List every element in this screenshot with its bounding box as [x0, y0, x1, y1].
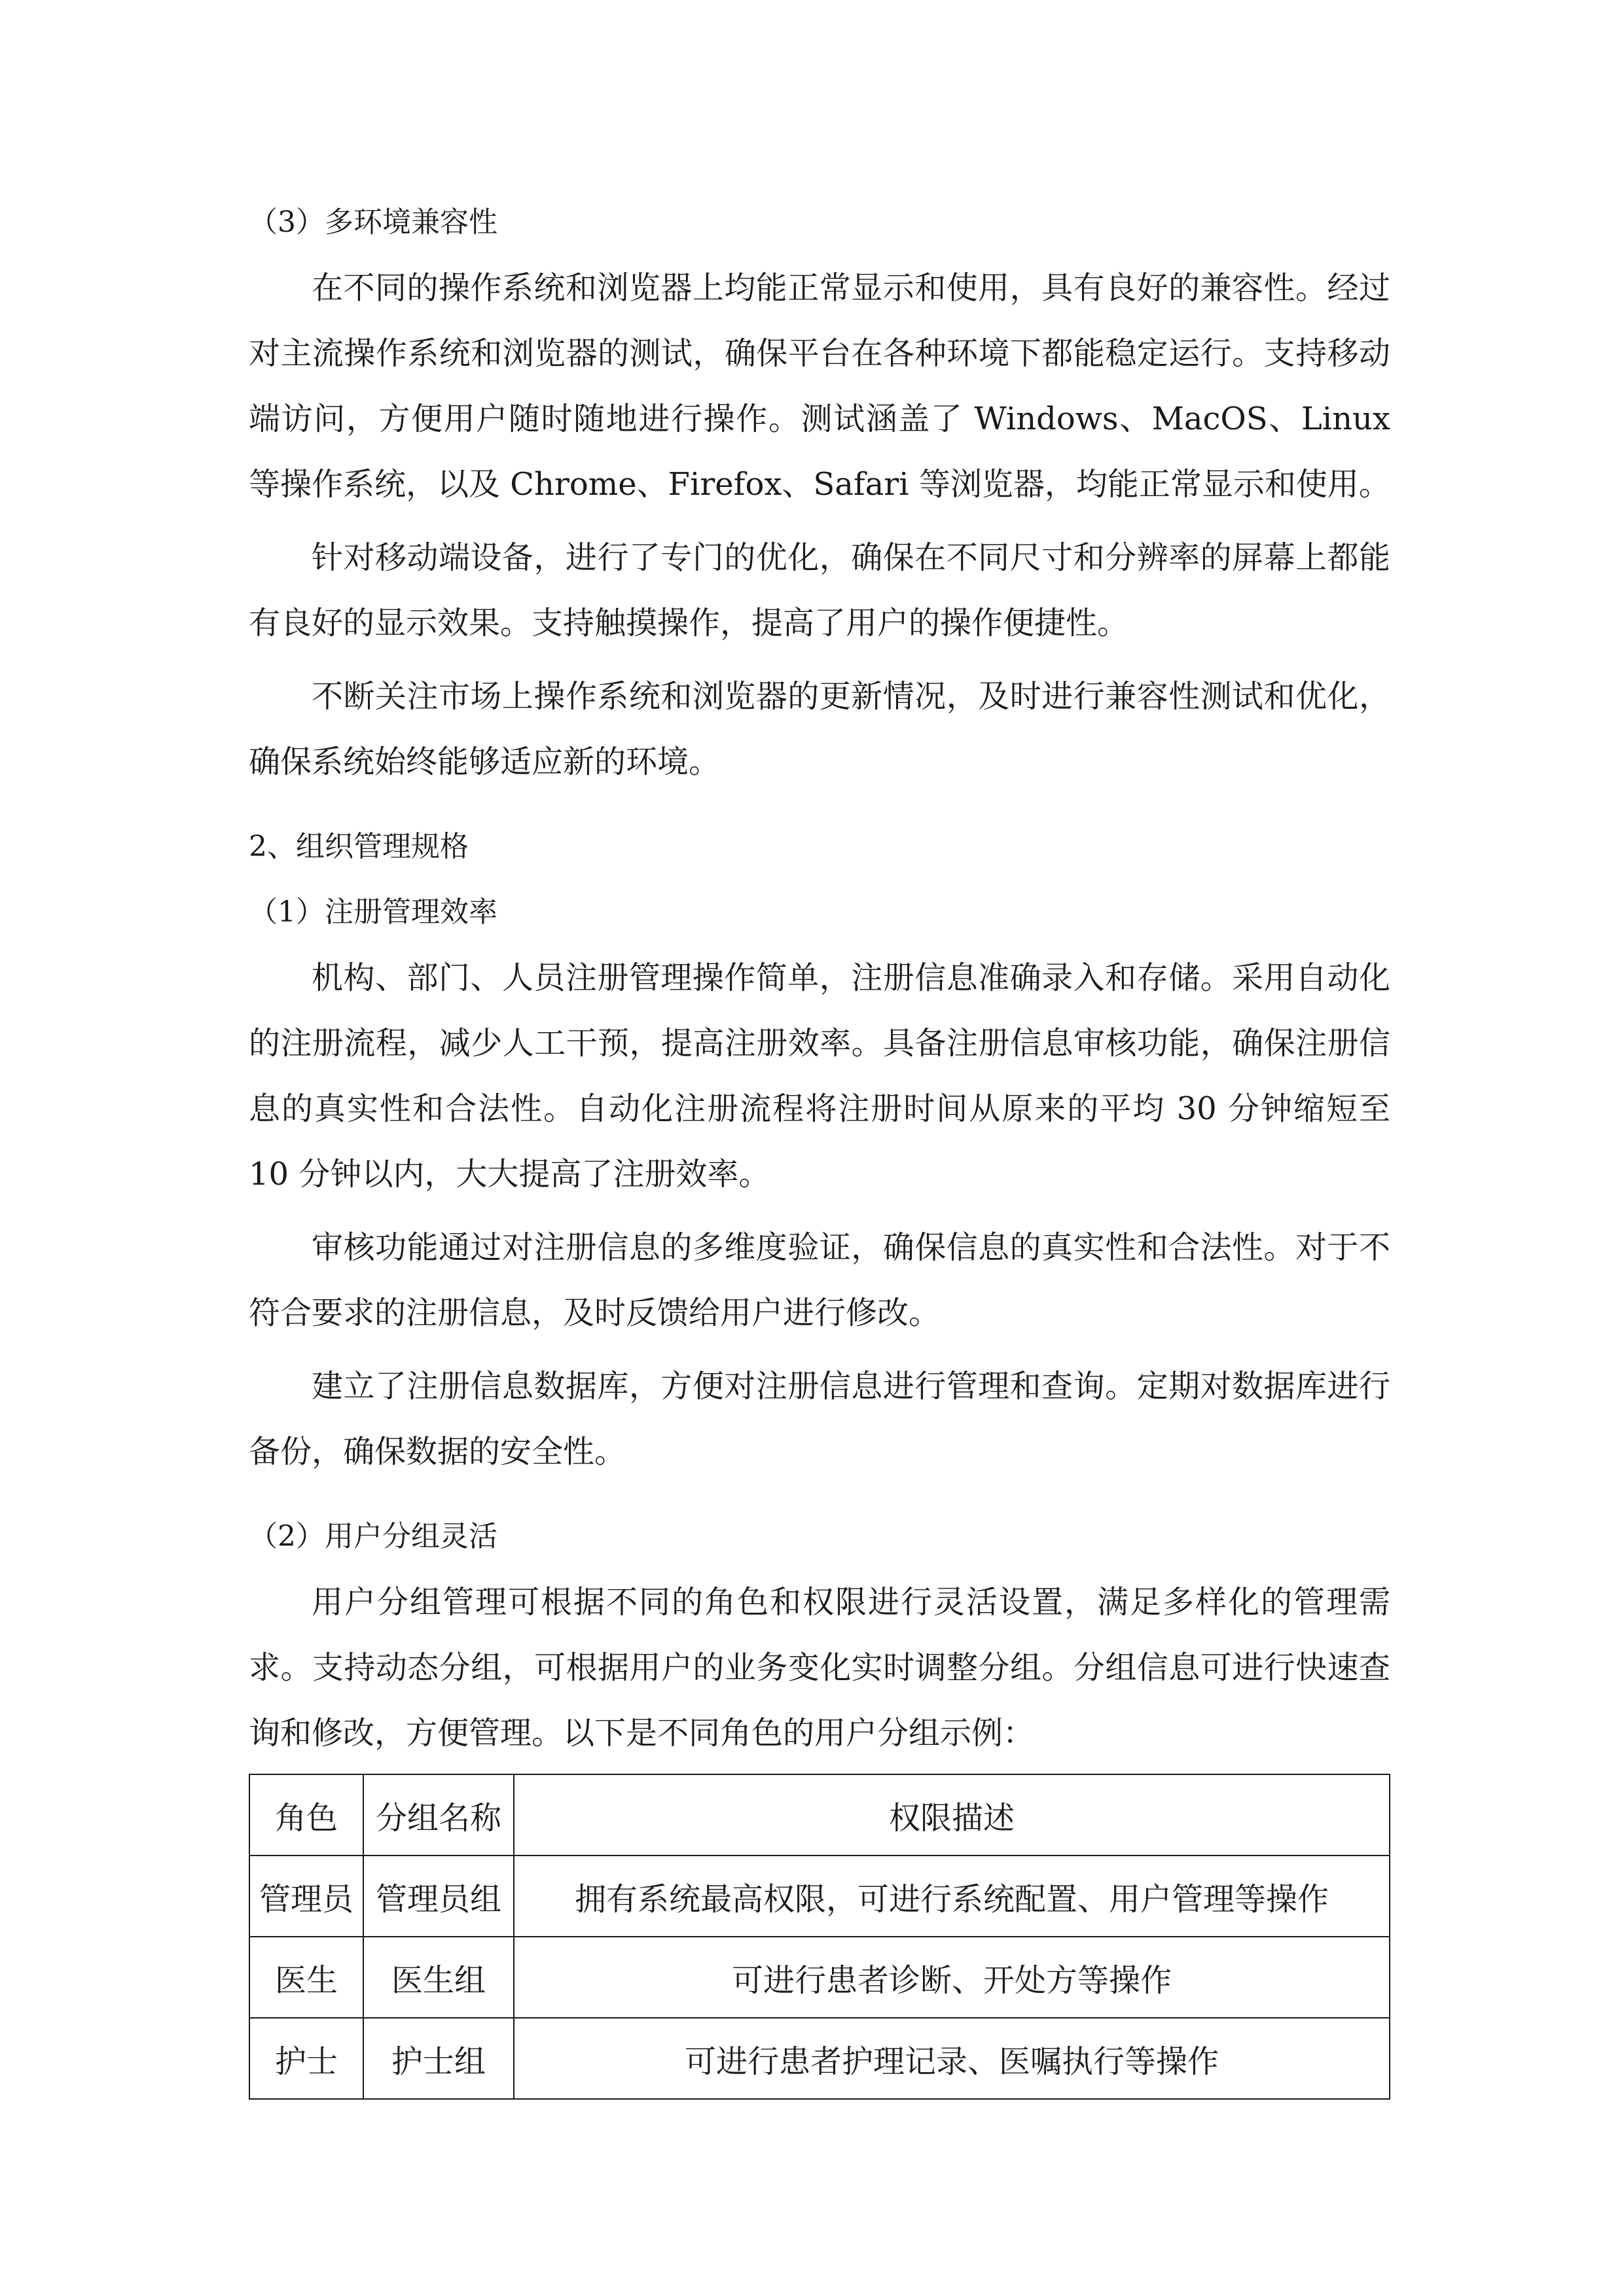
heading-user-grouping: （2）用户分组灵活: [249, 1520, 497, 1553]
header-role: 角色: [249, 1774, 363, 1856]
paragraph: 在不同的操作系统和浏览器上均能正常显示和使用，具有良好的兼容性。经过对主流操作系统和浏览器的测试，确保平台在各种环境下都能稳定运行。支持移动端访问，方便用户随时随地进行操作。测试涵盖了 Windows、MacOS、Linux 等操作系统，以及 Chrome、Firefox、Safari 等浏览器，均能正常显示和使用。: [249, 270, 1390, 503]
table-row: [249, 1937, 1390, 2018]
paragraph: 机构、部门、人员注册管理操作简单，注册信息准确录入和存储。采用自动化的注册流程，减少人工干预，提高注册效率。具备注册信息审核功能，确保注册信息的真实性和合法性。自动化注册流程将注册时间从原来的平均 30 分钟缩短至 10 分钟以内，大大提高了注册效率。: [249, 960, 1390, 1193]
page-content: [249, 190, 1390, 2100]
header-group-name: 分组名称: [363, 1774, 514, 1856]
paragraph: 建立了注册信息数据库，方便对注册信息进行管理和查询。定期对数据库进行备份，确保数据的安全性。: [249, 1368, 1390, 1470]
header-permission: 权限描述: [514, 1774, 1390, 1856]
paragraph: 不断关注市场上操作系统和浏览器的更新情况，及时进行兼容性测试和优化，确保系统始终能够适应新的环境。: [249, 678, 1390, 780]
cell-group-name: 护士组: [363, 2018, 514, 2099]
cell-permission: 可进行患者诊断、开处方等操作: [514, 1937, 1390, 2018]
cell-group-name: 管理员组: [363, 1856, 514, 1937]
cell-role: 管理员: [249, 1856, 363, 1937]
heading-registration: （1）注册管理效率: [249, 895, 497, 929]
heading-org-management: 2、组织管理规格: [249, 830, 469, 863]
cell-permission: 拥有系统最高权限，可进行系统配置、用户管理等操作: [514, 1856, 1390, 1937]
cell-role: 护士: [249, 2018, 363, 2099]
heading-compatibility: （3）多环境兼容性: [249, 206, 497, 239]
cell-group-name: 医生组: [363, 1937, 514, 2018]
cell-role: 医生: [249, 1937, 363, 2018]
paragraph: 针对移动端设备，进行了专门的优化，确保在不同尺寸和分辨率的屏幕上都能有良好的显示效果。支持触摸操作，提高了用户的操作便捷性。: [249, 539, 1390, 641]
table-row: [249, 2018, 1390, 2099]
paragraph: 审核功能通过对注册信息的多维度验证，确保信息的真实性和合法性。对于不符合要求的注册信息，及时反馈给用户进行修改。: [249, 1229, 1390, 1331]
cell-permission: 可进行患者护理记录、医嘱执行等操作: [514, 2018, 1390, 2099]
user-group-table: [249, 1774, 1390, 2100]
table-header-row: [249, 1774, 1390, 1856]
table-row: [249, 1856, 1390, 1937]
paragraph: 用户分组管理可根据不同的角色和权限进行灵活设置，满足多样化的管理需求。支持动态分组，可根据用户的业务变化实时调整分组。分组信息可进行快速查询和修改，方便管理。以下是不同角色的用户分组示例：: [249, 1584, 1390, 1751]
